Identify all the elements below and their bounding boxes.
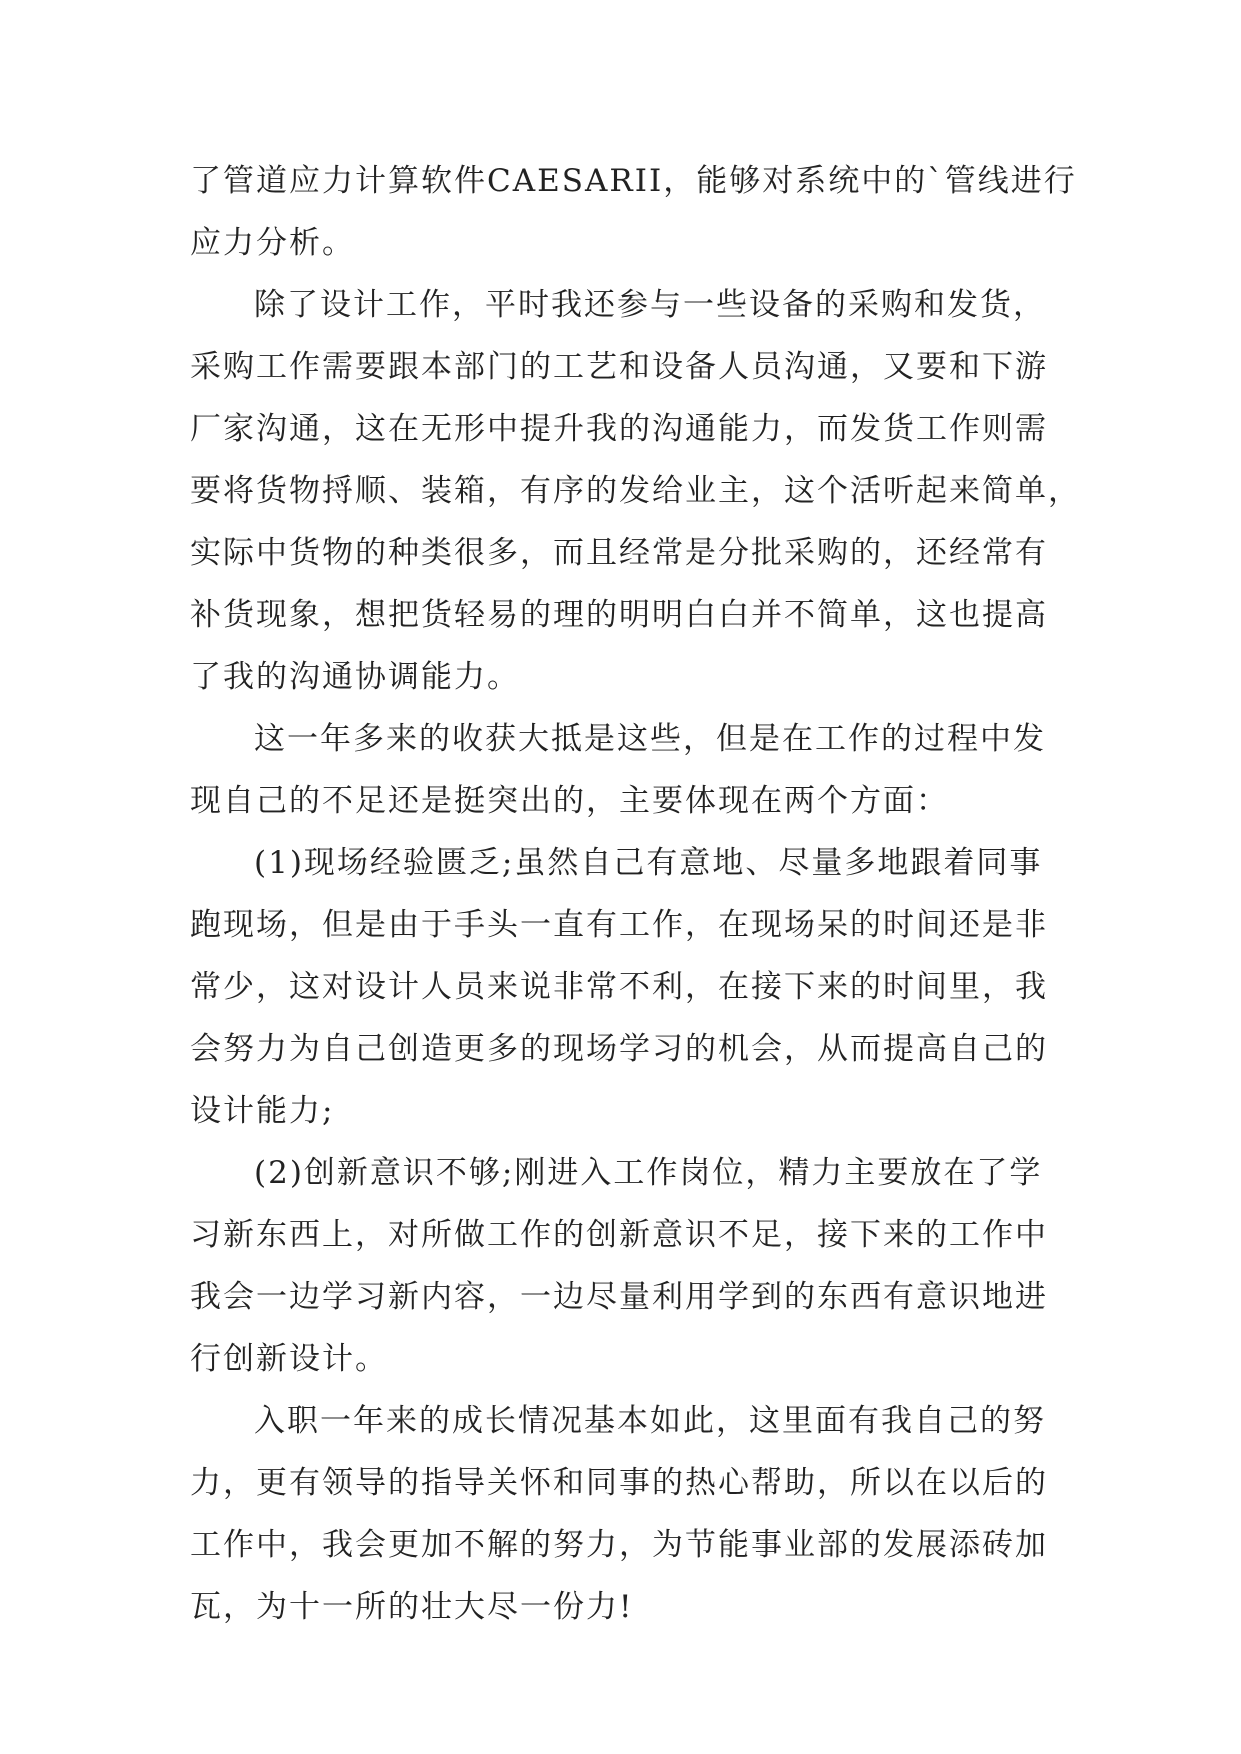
text-line: (2)创新意识不够;刚进入工作岗位，精力主要放在了学	[254, 1155, 1043, 1191]
text-line: 瓦，为十一所的壮大尽一份力!	[190, 1589, 634, 1625]
text-line: 采购工作需要跟本部门的工艺和设备人员沟通，又要和下游	[190, 349, 1048, 385]
text-line: 了我的沟通协调能力。	[190, 659, 520, 695]
text-line: 跑现场，但是由于手头一直有工作，在现场呆的时间还是非	[190, 907, 1048, 943]
text-line: 除了设计工作，平时我还参与一些设备的采购和发货，	[254, 287, 1046, 323]
text-line: 实际中货物的种类很多，而且经常是分批采购的，还经常有	[190, 535, 1048, 571]
text-line: 补货现象，想把货轻易的理的明明白白并不简单，这也提高	[190, 597, 1048, 633]
text-line: 常少，这对设计人员来说非常不利，在接下来的时间里，我	[190, 969, 1048, 1005]
text-line: 应力分析。	[190, 225, 355, 261]
text-line: 了管道应力计算软件CAESARII，能够对系统中的`管线进行	[190, 163, 1077, 199]
text-line: 会努力为自己创造更多的现场学习的机会，从而提高自己的	[190, 1031, 1048, 1067]
text-line: (1)现场经验匮乏;虽然自己有意地、尽量多地跟着同事	[254, 845, 1043, 881]
text-line: 我会一边学习新内容，一边尽量利用学到的东西有意识地进	[190, 1279, 1048, 1315]
text-line: 厂家沟通，这在无形中提升我的沟通能力，而发货工作则需	[190, 411, 1048, 447]
text-line: 行创新设计。	[190, 1341, 388, 1377]
text-line: 力，更有领导的指导关怀和同事的热心帮助，所以在以后的	[190, 1465, 1048, 1501]
text-line: 要将货物捋顺、装箱，有序的发给业主，这个活听起来简单，	[190, 473, 1081, 509]
text-line: 现自己的不足还是挺突出的，主要体现在两个方面：	[190, 783, 949, 819]
text-line: 设计能力;	[190, 1093, 335, 1129]
text-line: 习新东西上，对所做工作的创新意识不足，接下来的工作中	[190, 1217, 1048, 1253]
text-line: 这一年多来的收获大抵是这些，但是在工作的过程中发	[254, 721, 1046, 757]
document-body	[190, 150, 1081, 1638]
text-line: 工作中，我会更加不解的努力，为节能事业部的发展添砖加	[190, 1527, 1048, 1563]
text-line: 入职一年来的成长情况基本如此，这里面有我自己的努	[254, 1403, 1046, 1439]
